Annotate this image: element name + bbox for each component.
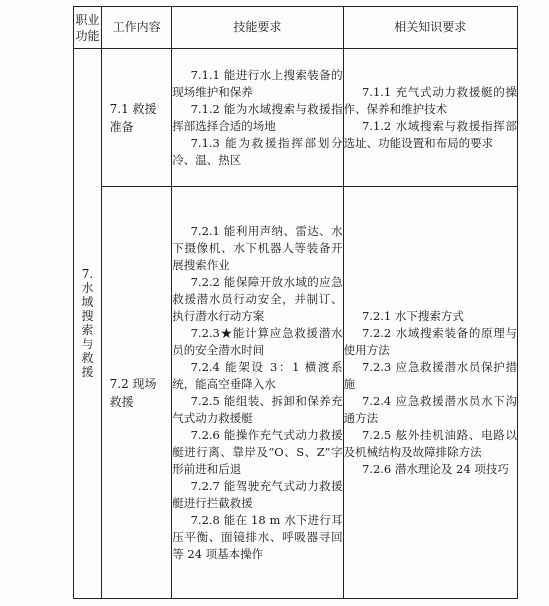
- skill-item: 7.2.5 能组装、拆卸和保养充气式动力救援艇: [172, 393, 343, 425]
- knowledge-cell: [343, 187, 517, 599]
- skill-item: 7.2.1 能利用声纳、雷达、水下摄像机、水下机器人等装备开展搜索作业: [172, 223, 343, 272]
- skill-item: 7.1.1 能进行水上搜索装备的现场维护和保养: [172, 67, 343, 99]
- knowledge-item: 7.1.2 水域搜索与救援指挥部选址、功能设置和布局的要求: [343, 118, 517, 150]
- table-row: [74, 49, 518, 187]
- skill-item: 7.1.2 能为水域搜索与救援指挥部选择合适的场地: [172, 101, 343, 133]
- skills-cell: [172, 187, 343, 599]
- skill-item: 7.2.7 能驾驶充气式动力救援艇进行拦截救援: [172, 478, 343, 510]
- table-row: [74, 187, 518, 599]
- work-label: 7.1 救援准备: [109, 101, 157, 134]
- function-label: 7.水域搜索与救援: [81, 266, 94, 379]
- skills-cell: [172, 49, 343, 187]
- header-knowledge-requirements: 相关知识要求: [343, 7, 517, 49]
- knowledge-item: 7.2.5 舷外挂机油路、电路以及机械结构及故障排除方法: [343, 427, 517, 459]
- occupation-standard-table: [73, 6, 518, 599]
- work-cell: [102, 49, 172, 187]
- function-cell: [74, 49, 102, 599]
- knowledge-item: 7.2.2 水域搜索装备的原理与使用方法: [343, 325, 517, 357]
- knowledge-cell: [343, 49, 517, 187]
- header-skill-requirements: 技能要求: [172, 7, 343, 49]
- work-label: 7.2 现场救援: [109, 376, 157, 409]
- skill-item: 7.2.4 能架设 3：1 横渡系统，能高空垂降入水: [172, 359, 343, 391]
- skill-item: 7.2.6 能操作充气式动力救援艇进行离、靠岸及“O、S、Z”字形前进和后退: [172, 427, 343, 476]
- header-work-content: 工作内容: [102, 7, 172, 49]
- skill-item: 7.1.3 能为救援指挥部划分冷、温、热区: [172, 135, 343, 167]
- skill-item: 7.2.8 能在 18 m 水下进行耳压平衡、面镜排水、呼吸器寻回等 24 项基本操作: [172, 512, 343, 561]
- skill-item: 7.2.2 能保障开放水域的应急救援潜水员行动安全，并制订、执行潜水行动方案: [172, 274, 343, 323]
- work-cell: [102, 187, 172, 599]
- header-row: [74, 7, 518, 49]
- knowledge-item: 7.2.4 应急救援潜水员水下沟通方法: [343, 393, 517, 425]
- knowledge-item: 7.2.3 应急救援潜水员保护措施: [343, 359, 517, 391]
- knowledge-item: 7.2.1 水下搜索方式: [361, 308, 464, 323]
- knowledge-item: 7.2.6 潜水理论及 24 项技巧: [361, 461, 509, 476]
- skill-item: 7.2.3★能计算应急救援潜水员的安全潜水时间: [172, 325, 343, 357]
- header-function: 职业功能: [74, 7, 102, 49]
- knowledge-item: 7.1.1 充气式动力救援艇的操作、保养和维护技术: [343, 84, 517, 116]
